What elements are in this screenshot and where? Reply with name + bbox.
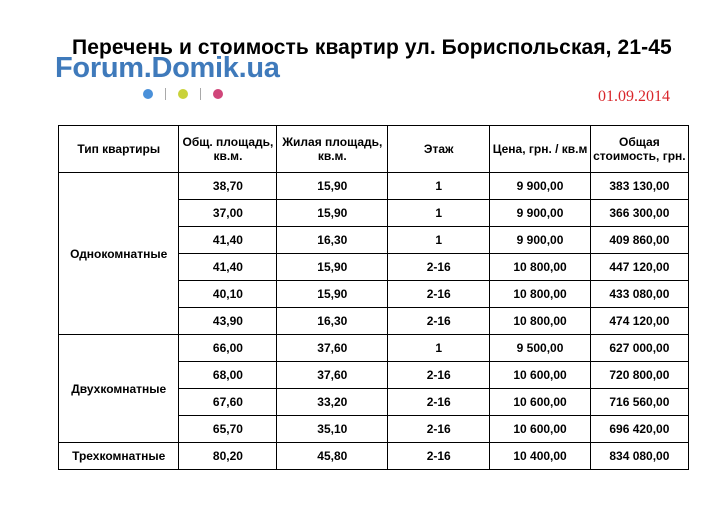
living-area-cell: 16,30 — [277, 227, 388, 254]
total-cost-cell: 447 120,00 — [590, 254, 688, 281]
total-area-cell: 80,20 — [179, 443, 277, 470]
header-price-per-sqm: Цена, грн. / кв.м — [490, 126, 590, 173]
watermark-dots — [143, 87, 223, 101]
apartment-type-cell: Однокомнатные — [59, 173, 179, 335]
document-date: 01.09.2014 — [598, 88, 670, 105]
header-total-cost: Общая стоимость, грн. — [590, 126, 688, 173]
living-area-cell: 15,90 — [277, 200, 388, 227]
price-per-sqm-cell: 9 900,00 — [490, 173, 590, 200]
watermark-dot-pink — [213, 89, 223, 99]
page-title: Перечень и стоимость квартир ул. Бориспольская, 21-45 — [72, 36, 672, 59]
living-area-cell: 33,20 — [277, 389, 388, 416]
total-cost-cell: 720 800,00 — [590, 362, 688, 389]
total-cost-cell: 383 130,00 — [590, 173, 688, 200]
total-cost-cell: 474 120,00 — [590, 308, 688, 335]
floor-cell: 2-16 — [388, 281, 490, 308]
total-cost-cell: 433 080,00 — [590, 281, 688, 308]
apartment-type-cell: Трехкомнатные — [59, 443, 179, 470]
living-area-cell: 15,90 — [277, 254, 388, 281]
total-area-cell: 40,10 — [179, 281, 277, 308]
apartment-type-cell: Двухкомнатные — [59, 335, 179, 443]
floor-cell: 2-16 — [388, 416, 490, 443]
living-area-cell: 35,10 — [277, 416, 388, 443]
living-area-cell: 15,90 — [277, 281, 388, 308]
watermark-dot-blue — [143, 89, 153, 99]
table-row — [59, 443, 689, 470]
living-area-cell: 37,60 — [277, 362, 388, 389]
total-cost-cell: 696 420,00 — [590, 416, 688, 443]
total-area-cell: 67,60 — [179, 389, 277, 416]
living-area-cell: 45,80 — [277, 443, 388, 470]
living-area-cell: 15,90 — [277, 173, 388, 200]
price-per-sqm-cell: 10 400,00 — [490, 443, 590, 470]
apartments-table — [58, 125, 689, 470]
header-apartment-type: Тип квартиры — [59, 126, 179, 173]
watermark-divider — [165, 88, 166, 100]
living-area-cell: 37,60 — [277, 335, 388, 362]
floor-cell: 1 — [388, 200, 490, 227]
total-area-cell: 68,00 — [179, 362, 277, 389]
total-area-cell: 41,40 — [179, 254, 277, 281]
watermark-divider — [200, 88, 201, 100]
total-area-cell: 38,70 — [179, 173, 277, 200]
floor-cell: 1 — [388, 335, 490, 362]
price-per-sqm-cell: 10 600,00 — [490, 389, 590, 416]
total-area-cell: 65,70 — [179, 416, 277, 443]
header-floor: Этаж — [388, 126, 490, 173]
total-cost-cell: 627 000,00 — [590, 335, 688, 362]
total-area-cell: 43,90 — [179, 308, 277, 335]
total-cost-cell: 409 860,00 — [590, 227, 688, 254]
header-total-area: Общ. площадь, кв.м. — [179, 126, 277, 173]
floor-cell: 2-16 — [388, 254, 490, 281]
header-living-area: Жилая площадь, кв.м. — [277, 126, 388, 173]
table-body — [59, 173, 689, 470]
price-per-sqm-cell: 9 500,00 — [490, 335, 590, 362]
total-area-cell: 41,40 — [179, 227, 277, 254]
table-row — [59, 335, 689, 362]
floor-cell: 2-16 — [388, 443, 490, 470]
price-per-sqm-cell: 10 600,00 — [490, 416, 590, 443]
table-row — [59, 173, 689, 200]
watermark-dot-green — [178, 89, 188, 99]
floor-cell: 2-16 — [388, 308, 490, 335]
watermark-logo: Forum.Domik.ua — [55, 52, 280, 84]
price-per-sqm-cell: 10 800,00 — [490, 308, 590, 335]
total-area-cell: 37,00 — [179, 200, 277, 227]
price-per-sqm-cell: 10 800,00 — [490, 254, 590, 281]
price-per-sqm-cell: 9 900,00 — [490, 200, 590, 227]
table-header-row — [59, 126, 689, 173]
floor-cell: 1 — [388, 227, 490, 254]
living-area-cell: 16,30 — [277, 308, 388, 335]
floor-cell: 2-16 — [388, 362, 490, 389]
price-per-sqm-cell: 9 900,00 — [490, 227, 590, 254]
total-area-cell: 66,00 — [179, 335, 277, 362]
total-cost-cell: 834 080,00 — [590, 443, 688, 470]
total-cost-cell: 366 300,00 — [590, 200, 688, 227]
price-per-sqm-cell: 10 600,00 — [490, 362, 590, 389]
floor-cell: 2-16 — [388, 389, 490, 416]
price-per-sqm-cell: 10 800,00 — [490, 281, 590, 308]
total-cost-cell: 716 560,00 — [590, 389, 688, 416]
floor-cell: 1 — [388, 173, 490, 200]
